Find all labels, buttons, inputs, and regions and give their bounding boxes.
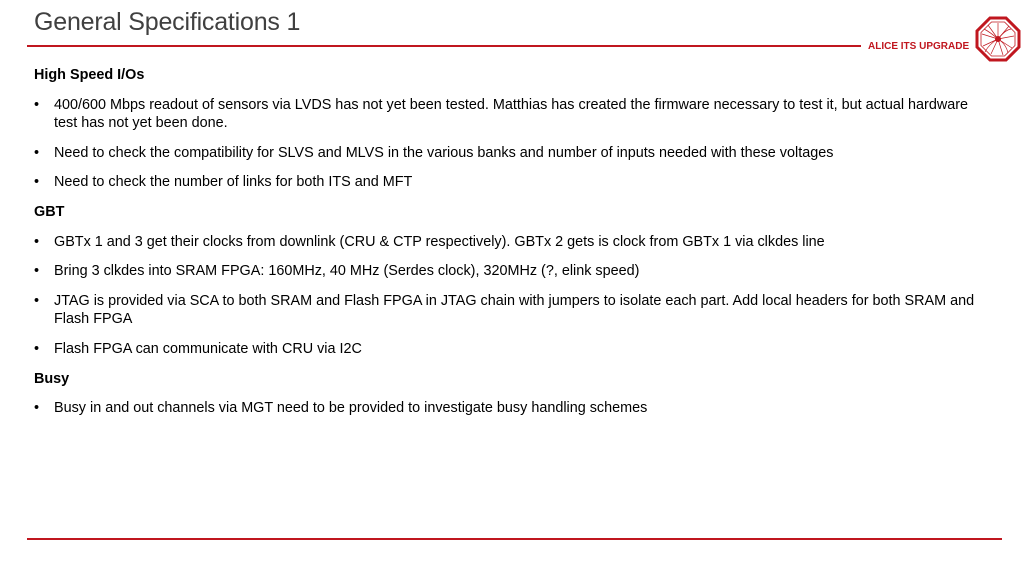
alice-logo-icon	[975, 16, 1021, 62]
list-item: • Need to check the compatibility for SLVS and MLVS in the various banks and number of inputs needed with these voltages	[34, 144, 994, 163]
list-item: • Need to check the number of links for both ITS and MFT	[34, 173, 994, 192]
header-divider	[27, 45, 861, 47]
footer-divider	[27, 538, 1002, 540]
list-item: • 400/600 Mbps readout of sensors via LVDS has not yet been tested. Matthias has created the firmware necessary to test it, but actual hardware test has not yet been done.	[34, 96, 994, 133]
brand-label: ALICE ITS UPGRADE	[868, 41, 970, 52]
section-heading: High Speed I/Os	[34, 67, 145, 83]
list-item: • Flash FPGA can communicate with CRU via I2C	[34, 340, 994, 359]
list-item: • GBTx 1 and 3 get their clocks from downlink (CRU & CTP respectively). GBTx 2 gets is clock from GBTx 1 via clkdes line	[34, 233, 994, 252]
section-high-speed-ios	[34, 66, 994, 192]
section-heading: GBT	[34, 203, 65, 220]
section-busy	[34, 370, 994, 418]
slide-title: General Specifications 1	[34, 8, 301, 36]
section-heading: Busy	[34, 370, 70, 387]
section-gbt	[34, 203, 994, 359]
list-item: • Busy in and out channels via MGT need to be provided to investigate busy handling schemes	[34, 399, 994, 418]
slide-body	[34, 66, 994, 429]
list-item: • JTAG is provided via SCA to both SRAM and Flash FPGA in JTAG chain with jumpers to isolate each part. Add local headers for both SRAM and Flash FPGA	[34, 292, 994, 329]
list-item: • Bring 3 clkdes into SRAM FPGA: 160MHz, 40 MHz (Serdes clock), 320MHz (?, elink speed)	[34, 262, 994, 281]
